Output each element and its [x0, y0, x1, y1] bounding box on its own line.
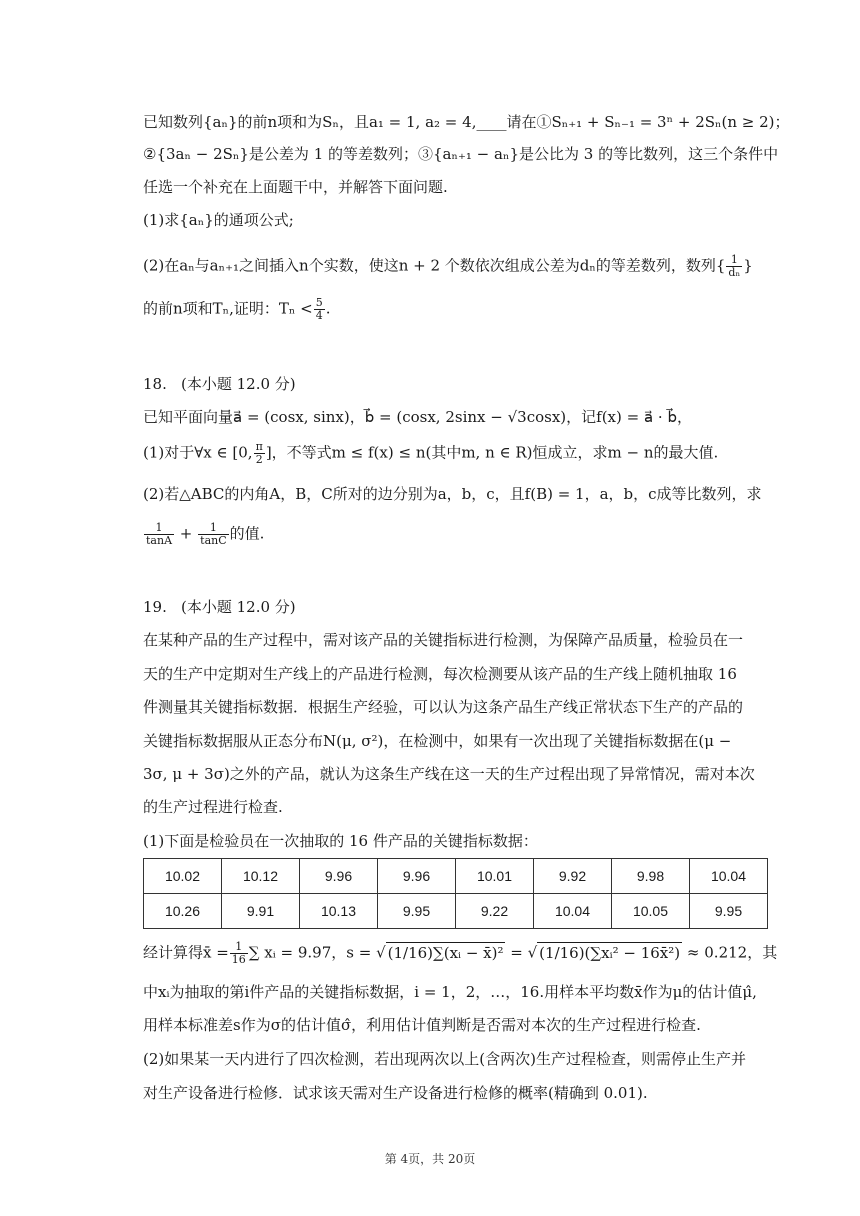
- table-cell: 9.98: [612, 859, 690, 894]
- q19-part-2-line-1: (2)如果某一天内进行了四次检测，若出现两次以上(含两次)生产过程检查，则需停止生产并: [143, 1050, 746, 1068]
- q18-part-2: (2)若△ABC的内角A，B，C所对的边分别为a，b，c，且f(B) = 1，a，b，c成等比数列，求: [143, 485, 762, 503]
- table-cell: 10.02: [144, 859, 222, 894]
- table-cell: 10.04: [690, 859, 768, 894]
- fraction-numerator: 1: [144, 522, 174, 535]
- q18-part-2-line-2: [143, 522, 753, 547]
- q19-paragraph-line-5: 3σ, μ + 3σ)之外的产品，就认为这条生产线在这一天的生产过程出现了异常情况，需对本次: [143, 765, 755, 783]
- plus-sign: +: [179, 524, 193, 543]
- table-cell: 10.13: [300, 894, 378, 929]
- q19-paragraph-line-4: 关键指标数据服从正态分布N(μ, σ²)，在检测中，如果有一次出现了关键指标数据在(μ −: [143, 732, 732, 750]
- q19-part-1: (1)下面是检验员在一次抽取的 16 件产品的关键指标数据：: [143, 832, 538, 850]
- q18-heading: [143, 374, 296, 394]
- fraction: [726, 254, 742, 279]
- q17-part-2-line-2: [143, 297, 753, 322]
- table-cell: 10.01: [456, 859, 534, 894]
- q17-line-1: 已知数列{aₙ}的前n项和为Sₙ，且a₁ = 1, a₂ = 4,____请在①Sₙ₊₁ + Sₙ₋₁ = 3ⁿ + 2Sₙ(n ≥ 2)；: [143, 113, 790, 131]
- fraction-denominator: tanC: [200, 534, 227, 547]
- table-cell: 9.96: [300, 859, 378, 894]
- sqrt-expression-2: (1/16)(∑xᵢ² − 16x̄²): [539, 943, 681, 962]
- q19-paragraph-line-2: 天的生产中定期对生产线上的产品进行检测，每次检测要从该产品的生产线上随机抽取 16: [143, 665, 737, 683]
- calc-text-c: ≈ 0.212，其: [686, 943, 778, 962]
- fraction-denominator: 2: [255, 453, 263, 466]
- q19-paragraph-line-1: 在某种产品的生产过程中，需对该产品的关键指标进行检测，为保障产品质量，检验员在一: [143, 631, 744, 649]
- q18-part-2-end: 的值.: [229, 524, 265, 543]
- table-cell: 9.22: [456, 894, 534, 929]
- fraction: [314, 297, 325, 322]
- sqrt-expression-1: (1/16)∑(xᵢ − x̄)²: [387, 943, 504, 962]
- q19-paragraph-line-6: 的生产过程进行检查.: [143, 798, 283, 816]
- q17-part-2-text: (2)在aₙ与aₙ₊₁之间插入n个实数，使这n + 2 个数依次组成公差为dₙ的等差数列，数列{: [143, 256, 726, 275]
- table-row: [144, 894, 768, 929]
- q19-paragraph-line-8: 用样本标准差s作为σ的估计值σ̂，利用估计值判断是否需对本次的生产过程进行检查.: [143, 1016, 701, 1034]
- table-cell: 9.92: [534, 859, 612, 894]
- fraction-numerator: 1: [726, 254, 742, 267]
- table-cell: 10.26: [144, 894, 222, 929]
- q18-number: 18.: [143, 375, 167, 393]
- fraction-denominator: 16: [231, 953, 246, 966]
- calc-text-a: 经计算得x̄ =: [143, 943, 229, 962]
- q18-part-1: [143, 441, 753, 466]
- data-table-body: [144, 859, 768, 929]
- q19-paragraph-line-7: 中xᵢ为抽取的第i件产品的关键指标数据，i = 1，2，…，16.用样本平均数x̄作为μ的估计值μ̂,: [143, 983, 757, 1001]
- brace: }: [743, 256, 753, 275]
- q18-part-1-text-a: (1)对于∀x ∈ [0,: [143, 443, 253, 462]
- q17-part-1: (1)求{aₙ}的通项公式;: [143, 211, 294, 229]
- fraction-denominator: 4: [315, 309, 323, 322]
- q17-line-2: ②{3aₙ − 2Sₙ}是公差为 1 的等差数列；③{aₙ₊₁ − aₙ}是公比为 3 的等比数列，这三个条件中: [143, 145, 779, 163]
- table-cell: 10.12: [222, 859, 300, 894]
- q19-calculation: 经计算得x̄ = $\frac{1}{16}$ ∑ xᵢ = 9.97，s = √ (1/16)∑(xᵢ − x̄)² = √ (1/16)(∑xᵢ² − 16x̄²) ≈ 0.212，其: [143, 940, 778, 966]
- table-cell: 9.91: [222, 894, 300, 929]
- calc-text-b: ∑ xᵢ = 9.97，s =: [248, 943, 372, 962]
- q18-line-1: 已知平面向量a⃗ = (cosx, sinx)，b⃗ = (cosx, 2sinx − √3cosx)，记f(x) = a⃗ · b⃗，: [143, 408, 692, 426]
- q18-score: (本小题 12.0 分): [181, 375, 296, 393]
- fraction-denominator: tanA: [146, 534, 173, 547]
- fraction-numerator: 1: [198, 522, 228, 535]
- table-row: [144, 859, 768, 894]
- period: .: [325, 299, 331, 318]
- fraction: [230, 941, 248, 966]
- q19-paragraph-line-3: 件测量其关键指标数据．根据生产经验，可以认为这条产品生产线正常状态下生产的产品的: [143, 698, 744, 716]
- data-table: [143, 858, 768, 929]
- equals-sign: =: [510, 943, 523, 962]
- fraction: [144, 522, 174, 547]
- q19-number: 19.: [143, 598, 167, 616]
- fraction-numerator: 5: [315, 296, 323, 309]
- table-cell: 9.96: [378, 859, 456, 894]
- q19-score: (本小题 12.0 分): [181, 598, 296, 616]
- table-cell: 9.95: [690, 894, 768, 929]
- table-cell: 10.04: [534, 894, 612, 929]
- page-footer: 第 4页，共 20页: [384, 1152, 476, 1166]
- q17-part-2: [143, 254, 753, 279]
- q17-part-2-line-2-text: 的前n项和Tₙ,证明：Tₙ <: [143, 299, 313, 318]
- fraction: [254, 441, 265, 466]
- fraction: [198, 522, 228, 547]
- q19-heading: [143, 597, 296, 617]
- fraction-denominator: dₙ: [728, 266, 741, 279]
- q18-part-1-text-b: ]，不等式m ≤ f(x) ≤ n(其中m, n ∈ R)恒成立，求m − n的最大值.: [265, 443, 719, 462]
- table-cell: 9.95: [378, 894, 456, 929]
- fraction-numerator: 1: [230, 941, 248, 954]
- fraction-numerator: π: [255, 440, 263, 453]
- q17-line-3: 任选一个补充在上面题干中，并解答下面问题.: [143, 178, 448, 196]
- q19-part-2-line-2: 对生产设备进行检修．试求该天需对生产设备进行检修的概率(精确到 0.01).: [143, 1084, 648, 1102]
- table-cell: 10.05: [612, 894, 690, 929]
